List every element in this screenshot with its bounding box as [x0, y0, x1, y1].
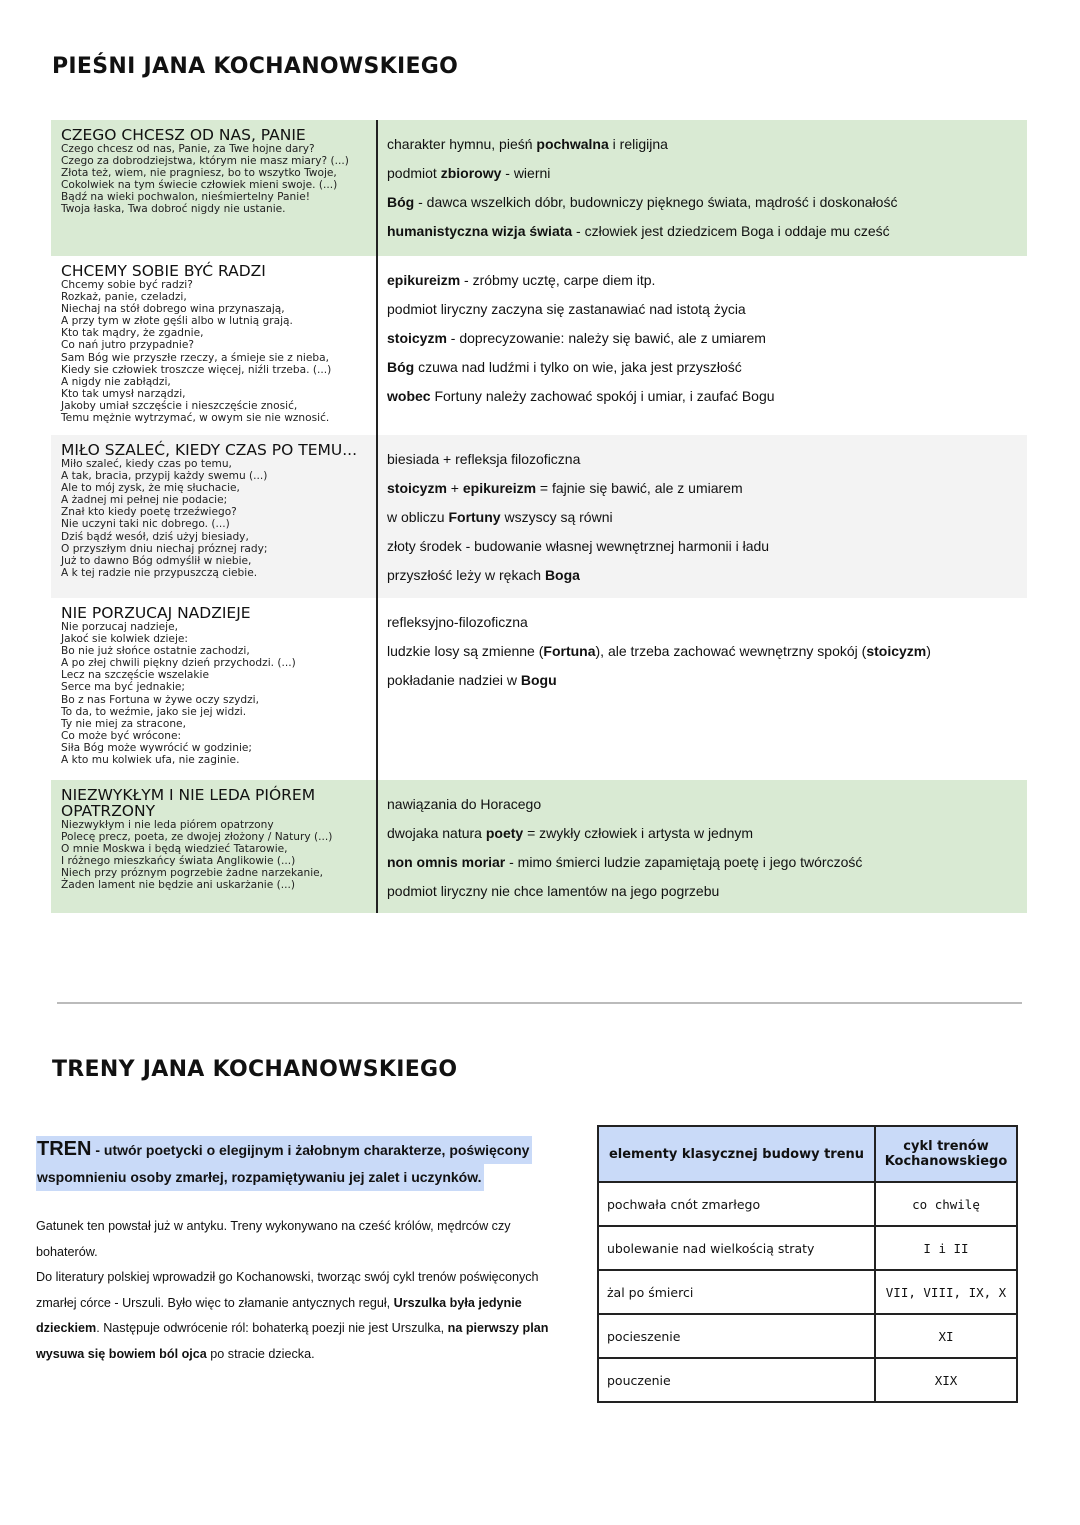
paragraph-line: [36, 1240, 591, 1266]
table-row: [598, 1182, 1017, 1226]
poem-line: Miło szaleć, kiedy czas po temu,: [61, 458, 232, 470]
poem-line: Cokolwiek na tym świecie człowiek mieni swoje. (...): [61, 179, 338, 192]
header-cycle: cykl trenów Kochanowskiego: [875, 1126, 1017, 1182]
poem-notes: [378, 435, 1027, 598]
table-row: [598, 1226, 1017, 1270]
poem-excerpt: [51, 435, 378, 598]
bold-text: stoicyzm: [866, 643, 927, 659]
note-line: [387, 637, 1027, 666]
poem-line: Kto tak mądry, że zgadnie,: [61, 327, 204, 340]
poem-line: A k tej radzie nie przypuszczą ciebie.: [61, 566, 258, 579]
text-segment: refleksyjno-filozoficzna: [387, 614, 528, 630]
text-segment: - wierni: [501, 165, 551, 181]
note-line: [387, 819, 1027, 848]
poem-line: A kto mu kolwiek ufa, nie zaginie.: [61, 754, 240, 767]
text-segment: . Następuje odwrócenie ról: bohaterką poezji nie jest Urszulka,: [96, 1321, 448, 1336]
poem-line: Już to dawno Bóg odmyślił w niebie,: [61, 554, 252, 567]
poem-notes: [378, 780, 1027, 913]
song-row: [51, 256, 1027, 435]
poem-title: NIEZWYKŁYM I NIE LEDA PIÓREM OPATRZONY: [61, 786, 316, 820]
cycle-cell: I i II: [875, 1226, 1017, 1270]
poem-line: Lecz na szczęście wszelakie: [61, 669, 210, 682]
poem-line: Serce ma być jednakie;: [61, 681, 185, 694]
poem-line: O przyszłym dniu niechaj próznej rady;: [61, 542, 268, 555]
poem-line: A po złej chwili piękny dzień przychodzi. (...): [61, 657, 296, 670]
note-line: [387, 295, 1027, 324]
section-divider: [57, 1002, 1022, 1004]
poem-excerpt: [51, 256, 378, 435]
text-segment: - dawca wszelkich dóbr, budowniczy pięknego świata, mądrość i doskonałość: [414, 194, 898, 210]
poem-line: Chcemy sobie być radzi?: [61, 279, 193, 291]
paragraph-line: [36, 1316, 591, 1342]
text-segment: przyszłość leży w rękach: [387, 567, 545, 583]
song-row: [51, 598, 1027, 780]
note-line: [387, 188, 1027, 217]
bold-text: Bóg: [387, 194, 415, 210]
poem-line: Siła Bóg może wywrócić w godzinie;: [61, 741, 252, 754]
bold-text: Bóg: [387, 359, 415, 375]
note-line: [387, 217, 1027, 246]
text-segment: wszyscy są równi: [500, 509, 613, 525]
poem-title: CHCEMY SOBIE BYĆ RADZI: [61, 262, 266, 280]
bold-text: wysuwa się bowiem ból ojca: [36, 1346, 207, 1361]
poem-line: Dziś bądź wesół, dziś użyj biesiady,: [61, 530, 249, 543]
bold-text: pochwalna: [536, 136, 609, 152]
note-line: [387, 503, 1027, 532]
bold-text: stoicyzm: [387, 480, 447, 496]
cycle-cell: co chwilę: [875, 1182, 1017, 1226]
song-row: [51, 435, 1027, 598]
poem-excerpt: [51, 780, 378, 913]
note-line: [387, 666, 1027, 695]
text-segment: - mimo śmierci ludzie zapamiętają poetę i jego twórczość: [505, 854, 863, 870]
poem-line: Sam Bóg wie przyszłe rzeczy, a śmieje sie z nieba,: [61, 351, 329, 364]
text-segment: ), ale trzeba zachować wewnętrzny spokój (: [595, 643, 867, 659]
text-segment: czuwa nad ludźmi i tylko on wie, jaka jest przyszłość: [414, 359, 742, 375]
bold-text: Fortuny: [448, 509, 501, 525]
poem-line: Co może być wrócone:: [61, 729, 182, 742]
definition-line-2: wspomnieniu osoby zmarłej, rozpamiętywaniu jej zalet i uczynków.: [36, 1164, 484, 1191]
paragraph-line: [36, 1291, 591, 1317]
poem-line: Co nań jutro przypadnie?: [61, 339, 194, 352]
poem-line: Nie uczyni taki nic dobrego. (...): [61, 518, 230, 531]
poem-line: Niezwykłym i nie leda piórem opatrzony: [61, 819, 274, 831]
text-segment: charakter hymnu, pieśń: [387, 136, 537, 152]
text-segment: = fajnie się bawić, ale z umiarem: [536, 480, 743, 496]
poem-excerpt: [51, 598, 378, 780]
poem-line: A tak, bracia, przypij każdy swemu (...): [61, 470, 268, 483]
note-line: [387, 474, 1027, 503]
table-row: [598, 1314, 1017, 1358]
poem-line: Znał kto kiedy poetę trzeźwiego?: [61, 506, 237, 519]
bold-text: na pierwszy plan: [447, 1321, 549, 1336]
poem-line: Żaden lament nie będzie ani uskarżanie (...): [61, 879, 295, 892]
song-row: [51, 120, 1027, 256]
poem-line: Czego za dobrodziejstwa, którym nie masz miary? (...): [61, 155, 349, 168]
element-cell: ubolewanie nad wielkością straty: [598, 1226, 875, 1270]
poem-title: MIŁO SZALEĆ, KIEDY CZAS PO TEMU...: [61, 441, 358, 459]
note-line: [387, 848, 1027, 877]
text-segment: +: [446, 480, 463, 496]
text-segment: Do literatury polskiej wprowadził go Kochanowski, tworząc swój cykl trenów poświęconych: [36, 1270, 539, 1285]
bold-text: wobec: [387, 388, 431, 404]
poem-line: To da, to weźmie, jako sie jej widzi.: [61, 705, 247, 718]
element-cell: pouczenie: [598, 1358, 875, 1402]
note-line: [387, 561, 1027, 590]
note-line: [387, 445, 1027, 474]
text-segment: po stracie dziecka.: [206, 1346, 315, 1361]
paragraph-line: [36, 1214, 591, 1240]
note-line: [387, 877, 1027, 906]
definition-term: TREN: [37, 1138, 92, 1160]
poem-line: Czego chcesz od nas, Panie, za Twe hojne dary?: [61, 143, 315, 155]
text-segment: Fortuny należy zachować spokój i umiar, i zaufać Bogu: [430, 388, 775, 404]
note-line: [387, 532, 1027, 561]
poem-line: Niechaj na stół dobrego wina przynaszają,: [61, 303, 285, 316]
cycle-cell: XIX: [875, 1358, 1017, 1402]
bold-text: Bogu: [520, 672, 557, 688]
header-elements: elementy klasycznej budowy trenu: [598, 1126, 875, 1182]
bold-text: Urszulka była jedynie: [393, 1295, 522, 1310]
bold-text: poety: [485, 825, 524, 841]
element-cell: żal po śmierci: [598, 1270, 875, 1314]
poem-line: Niech przy próznym pogrzebie żadne narzekanie,: [61, 867, 324, 880]
poem-notes: [378, 256, 1027, 435]
text-segment: podmiot liryczny nie chce lamentów na jego pogrzebu: [387, 883, 720, 899]
poem-line: Bo nie już słońce ostatnie zachodzi,: [61, 645, 250, 658]
text-segment: zmarłej córce - Urszuli. Było więc to złamanie antycznych reguł,: [36, 1295, 394, 1310]
text-segment: dwojaka natura: [387, 825, 486, 841]
poem-line: Rozkaż, panie, czeladzi,: [61, 291, 187, 304]
songs-table: [51, 120, 1027, 913]
cycle-cell: XI: [875, 1314, 1017, 1358]
table-row: [598, 1358, 1017, 1402]
element-cell: pochwała cnót zmarłego: [598, 1182, 875, 1226]
poem-line: Złota też, wiem, nie pragniesz, bo to wszytko Twoje,: [61, 167, 337, 180]
poem-line: Jakoć sie kolwiek dzieje:: [61, 633, 188, 646]
table-header-row: [598, 1126, 1017, 1182]
text-segment: = zwykły człowiek i artysta w jednym: [523, 825, 754, 841]
bold-text: dzieckiem: [36, 1321, 97, 1336]
text-segment: podmiot: [387, 165, 441, 181]
treny-title: TRENY JANA KOCHANOWSKIEGO: [52, 1057, 458, 1082]
song-row: [51, 780, 1027, 913]
definition-text-1: - utwór poetycki o elegijnym i żałobnym charakterze, poświęcony: [91, 1142, 530, 1158]
poem-notes: [378, 598, 1027, 780]
bold-text: epikureizm: [462, 480, 537, 496]
text-segment: pokładanie nadziei w: [387, 672, 521, 688]
poem-line: Bądź na wieki pochwalon, nieśmiertelny Panie!: [61, 191, 310, 204]
poem-line: I różnego mieszkańcy świata Anglikowie (...): [61, 855, 296, 868]
note-line: [387, 130, 1027, 159]
poem-line: Polecę precz, poeta, ze dwojej złożony / Natury (...): [61, 831, 333, 844]
note-line: [387, 159, 1027, 188]
element-cell: pocieszenie: [598, 1314, 875, 1358]
text-segment: złoty środek - budowanie własnej wewnętrznej harmonii i ładu: [387, 538, 770, 554]
text-segment: podmiot liryczny zaczyna się zastanawiać nad istotą życia: [387, 301, 746, 317]
note-line: [387, 353, 1027, 382]
text-segment: biesiada + refleksja filozoficzna: [387, 451, 581, 467]
table-row: [598, 1270, 1017, 1314]
text-segment: Gatunek ten powstał już w antyku. Treny wykonywano na cześć królów, mędrców czy: [36, 1219, 511, 1233]
text-segment: i religijna: [608, 136, 668, 152]
poem-line: A przy tym w złote gęśli albo w lutnią grają.: [61, 315, 293, 328]
tren-definition: [36, 1136, 591, 1191]
bold-text: zbiorowy: [440, 165, 502, 181]
tren-structure-table: [597, 1125, 1018, 1403]
poem-line: Temu mężnie wytrzymać, w owym sie nie wznosić.: [61, 412, 330, 425]
poem-title: NIE PORZUCAJ NADZIEJE: [61, 604, 251, 622]
poem-line: O mnie Moskwa i będą wiedzieć Tatarowie,: [61, 843, 288, 856]
text-segment: - zróbmy ucztę, carpe diem itp.: [460, 272, 656, 288]
bold-text: Boga: [544, 567, 580, 583]
poem-line: Kto tak umysł narządzi,: [61, 387, 186, 400]
note-line: [387, 790, 1027, 819]
poem-excerpt: [51, 120, 378, 256]
bold-text: Fortuna: [543, 643, 596, 659]
note-line: [387, 382, 1027, 411]
poem-line: Bo z nas Fortuna w żywe oczy szydzi,: [61, 693, 259, 706]
text-segment: nawiązania do Horacego: [387, 796, 542, 812]
cycle-cell: VII, VIII, IX, X: [875, 1270, 1017, 1314]
note-line: [387, 266, 1027, 295]
poem-line: Kiedy sie człowiek troszcze więcej, niźli trzeba. (...): [61, 363, 332, 376]
text-segment: w obliczu: [387, 509, 449, 525]
note-line: [387, 324, 1027, 353]
songs-title: PIEŚNI JANA KOCHANOWSKIEGO: [52, 54, 459, 79]
poem-line: Nie porzucaj nadzieje,: [61, 621, 178, 633]
text-segment: ludzkie losy są zmienne (: [387, 643, 544, 659]
poem-line: Ty nie miej za stracone,: [61, 717, 186, 730]
poem-line: A żadnej mi pełnej nie podacie;: [61, 494, 228, 507]
treny-paragraph: [36, 1214, 591, 1368]
poem-line: Twoja łaska, Twa dobroć nigdy nie ustanie.: [61, 203, 286, 216]
poem-line: A nigdy nie zabłądzi,: [61, 375, 171, 388]
note-line: [387, 608, 1027, 637]
text-segment: bohaterów.: [36, 1244, 98, 1259]
poem-line: Jakoby umiał szczęście i nieszczęście znosić,: [61, 399, 298, 412]
text-segment: - doprecyzowanie: należy się bawić, ale z umiarem: [446, 330, 766, 346]
bold-text: epikureizm: [387, 272, 461, 288]
poem-title: CZEGO CHCESZ OD NAS, PANIE: [61, 126, 306, 144]
paragraph-line: [36, 1265, 591, 1291]
text-segment: - człowiek jest dziedzicem Boga i oddaje mu cześć: [572, 223, 890, 239]
poem-notes: [378, 120, 1027, 256]
bold-text: non omnis moriar: [387, 854, 506, 870]
paragraph-line: [36, 1342, 591, 1368]
poem-line: Ale to mój zysk, że mię słuchacie,: [61, 482, 240, 495]
definition-line-1: [36, 1136, 532, 1164]
text-segment: ): [926, 643, 931, 659]
bold-text: stoicyzm: [387, 330, 447, 346]
bold-text: humanistyczna wizja świata: [387, 223, 573, 239]
